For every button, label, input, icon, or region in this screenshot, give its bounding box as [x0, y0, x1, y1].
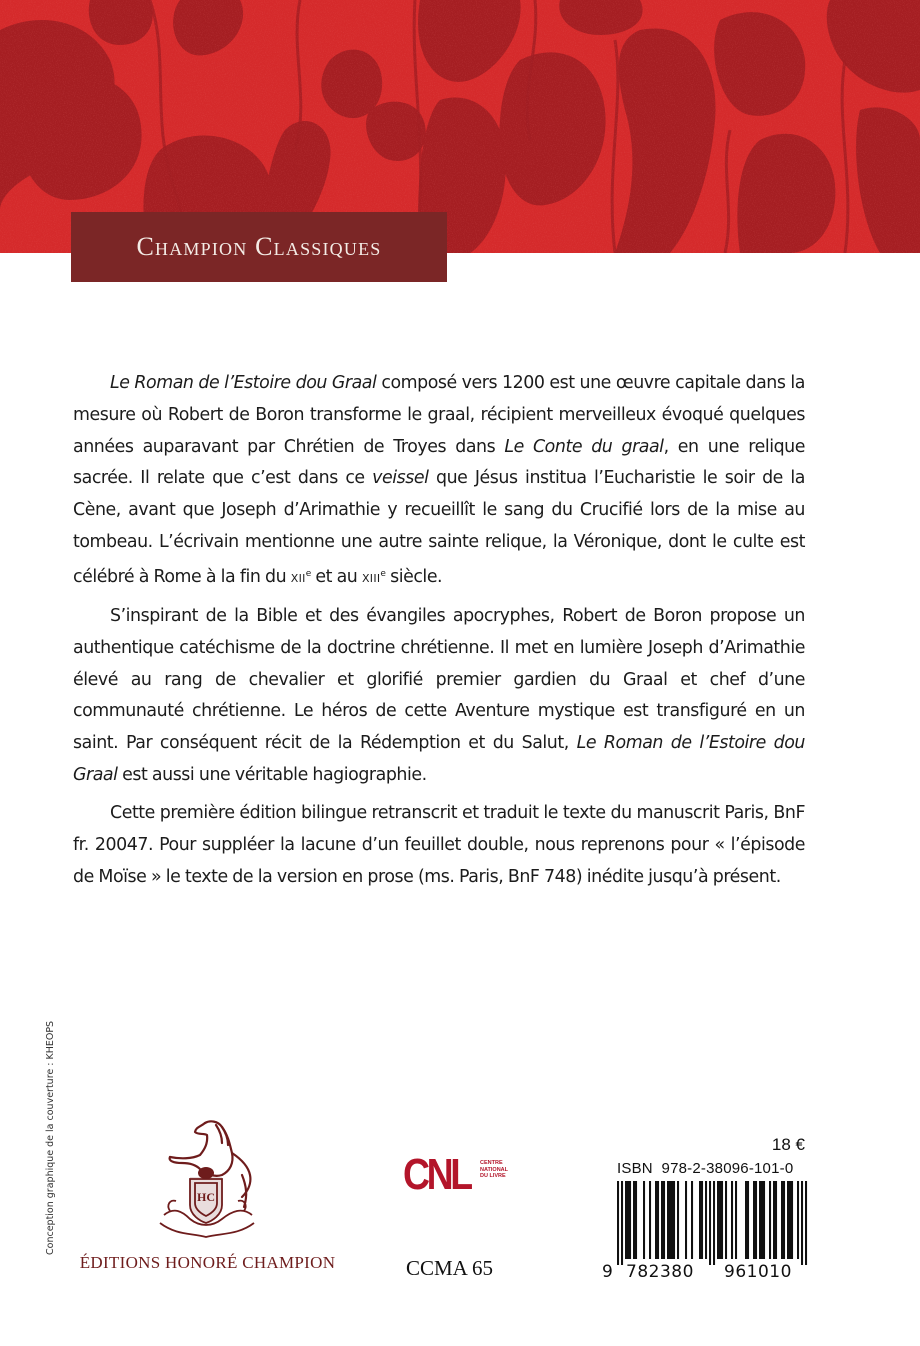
text-run: que Jésus institua l’Eucharistie le soir de la Cène, avant que Joseph d’Arimathie y recueillît le sang du Crucifié lors de la mise au tombeau. L’écrivain mentionne une autre sainte relique, la Véronique, dont le culte est célébré à Rome à la fin du — [73, 468, 806, 587]
barcode-bar — [669, 1181, 671, 1259]
barcode-first-digit: 9 — [602, 1262, 613, 1281]
cnl-subtitle — [480, 1160, 520, 1180]
text-run: siècle. — [385, 566, 443, 587]
barcode-bar — [635, 1181, 637, 1259]
barcode-bar — [661, 1181, 663, 1259]
ordinal-superscript: e — [380, 568, 386, 579]
text-run: composé vers 1200 est une œuvre capitale dans la mesure où Robert de Boron transforme le graal, récipient merveilleux évoqué quelques années auparavant par Chrétien de Troyes dans — [73, 373, 805, 457]
text-run: , en une relique sacrée. Il relate que c’est dans ce — [73, 436, 805, 489]
barcode-bar — [691, 1181, 693, 1259]
cnl-subtitle-line: NATIONAL — [480, 1166, 509, 1173]
italic-title: Le Roman de l’Estoire dou Graal — [73, 733, 805, 786]
rearing-horse-crest-icon — [150, 1115, 265, 1245]
barcode-bar — [755, 1181, 757, 1259]
barcode-bar — [657, 1181, 659, 1259]
barcode-bar — [725, 1181, 727, 1259]
logo-monogram: HC — [197, 1190, 215, 1204]
barcode-bar — [629, 1181, 631, 1259]
barcode-bar — [791, 1181, 793, 1259]
barcode-bar — [713, 1181, 715, 1265]
barcode-bar — [805, 1181, 807, 1265]
publisher-name: ÉDITIONS HONORÉ CHAMPION — [79, 1253, 336, 1272]
barcode-bar — [685, 1181, 687, 1259]
barcode-bar — [649, 1181, 651, 1259]
barcode-bar — [677, 1181, 679, 1259]
century-numeral: XIII — [361, 571, 381, 585]
barcode-bar — [759, 1181, 761, 1259]
cnl-logo — [403, 1150, 481, 1208]
barcode-bar — [753, 1181, 755, 1259]
series-label-box — [71, 212, 447, 282]
barcode-bar — [761, 1181, 763, 1259]
barcode-bar — [705, 1181, 707, 1259]
barcode-bar — [673, 1181, 675, 1259]
barcode-bar — [735, 1181, 737, 1259]
cover-design-credit: Conception graphique de la couverture : KHEOPS — [45, 1020, 56, 1255]
barcode — [594, 1181, 810, 1281]
barcode-bar — [747, 1181, 749, 1259]
barcode-bar — [789, 1181, 791, 1259]
text-run: est aussi une véritable hagiographie. — [117, 765, 427, 786]
cnl-letters: CNL — [403, 1150, 470, 1199]
isbn: ISBN 978-2-38096-101-0 — [617, 1160, 794, 1177]
barcode-bar — [633, 1181, 635, 1259]
barcode-bar — [787, 1181, 789, 1259]
cnl-subtitle-line: CENTRE — [480, 1160, 503, 1166]
barcode-bar — [763, 1181, 765, 1259]
barcode-bar — [801, 1181, 803, 1265]
barcode-bar — [625, 1181, 627, 1259]
italic-title: Le Roman de l’Estoire dou Graal — [110, 373, 377, 393]
barcode-bar — [745, 1181, 747, 1259]
series-label: Champion Classiques — [136, 232, 382, 261]
century-numeral: XII — [290, 571, 306, 585]
barcode-bar — [709, 1181, 711, 1265]
barcode-bar — [671, 1181, 673, 1259]
barcode-bar — [721, 1181, 723, 1259]
blurb-paragraph — [73, 368, 805, 595]
ordinal-superscript: e — [305, 568, 311, 579]
barcode-bar — [699, 1181, 701, 1259]
barcode-bar — [717, 1181, 719, 1259]
text-run: S’inspirant de la Bible et des évangiles apocryphes, Robert de Boron propose un authentique catéchisme de la doctrine chrétienne. Il met en lumière Joseph d’Arimathie élevé au rang de chevalier et glorifié premier gardien du Graal et chef d’une communauté chrétienne. Le héros de cette Aventure mystique est transfiguré en un saint. Par conséquent récit de la Rédemption et du Salut, — [73, 606, 805, 754]
barcode-right-digits: 961010 — [724, 1262, 792, 1281]
barcode-bar — [797, 1181, 799, 1259]
blurb-paragraph — [73, 601, 805, 792]
barcode-bar — [769, 1181, 771, 1259]
barcode-bar — [775, 1181, 777, 1259]
barcode-bar — [773, 1181, 775, 1259]
price: 18 € — [771, 1135, 805, 1154]
barcode-bar — [719, 1181, 721, 1259]
barcode-bar — [643, 1181, 645, 1259]
barcode-bar — [781, 1181, 783, 1259]
barcode-bar — [663, 1181, 665, 1259]
italic-title: veissel — [372, 468, 429, 489]
barcode-bar — [701, 1181, 703, 1259]
barcode-bar — [783, 1181, 785, 1259]
barcode-bar — [617, 1181, 619, 1265]
italic-title: Le Conte du graal — [504, 436, 664, 457]
collection-code: CCMA 65 — [406, 1256, 493, 1280]
barcode-bar — [667, 1181, 669, 1259]
blurb-paragraph — [73, 798, 805, 893]
text-run: Cette première édition bilingue retranscrit et traduit le texte du manuscrit Paris, BnF fr. 20047. Pour suppléer la lacune d’un feuillet double, nous reprenons pour « l’épisode de Moïse » le texte de la version en prose (ms. Paris, BnF 748) inédite jusqu’à présent. — [73, 803, 805, 887]
barcode-bar — [627, 1181, 629, 1259]
barcode-left-digits: 782380 — [626, 1262, 694, 1281]
text-run: et au — [310, 566, 362, 587]
barcode-bar — [731, 1181, 733, 1259]
barcode-bar — [621, 1181, 623, 1265]
back-cover-blurb — [73, 368, 805, 900]
barcode-bar — [655, 1181, 657, 1259]
cnl-subtitle-line: DU LIVRE — [480, 1173, 506, 1179]
